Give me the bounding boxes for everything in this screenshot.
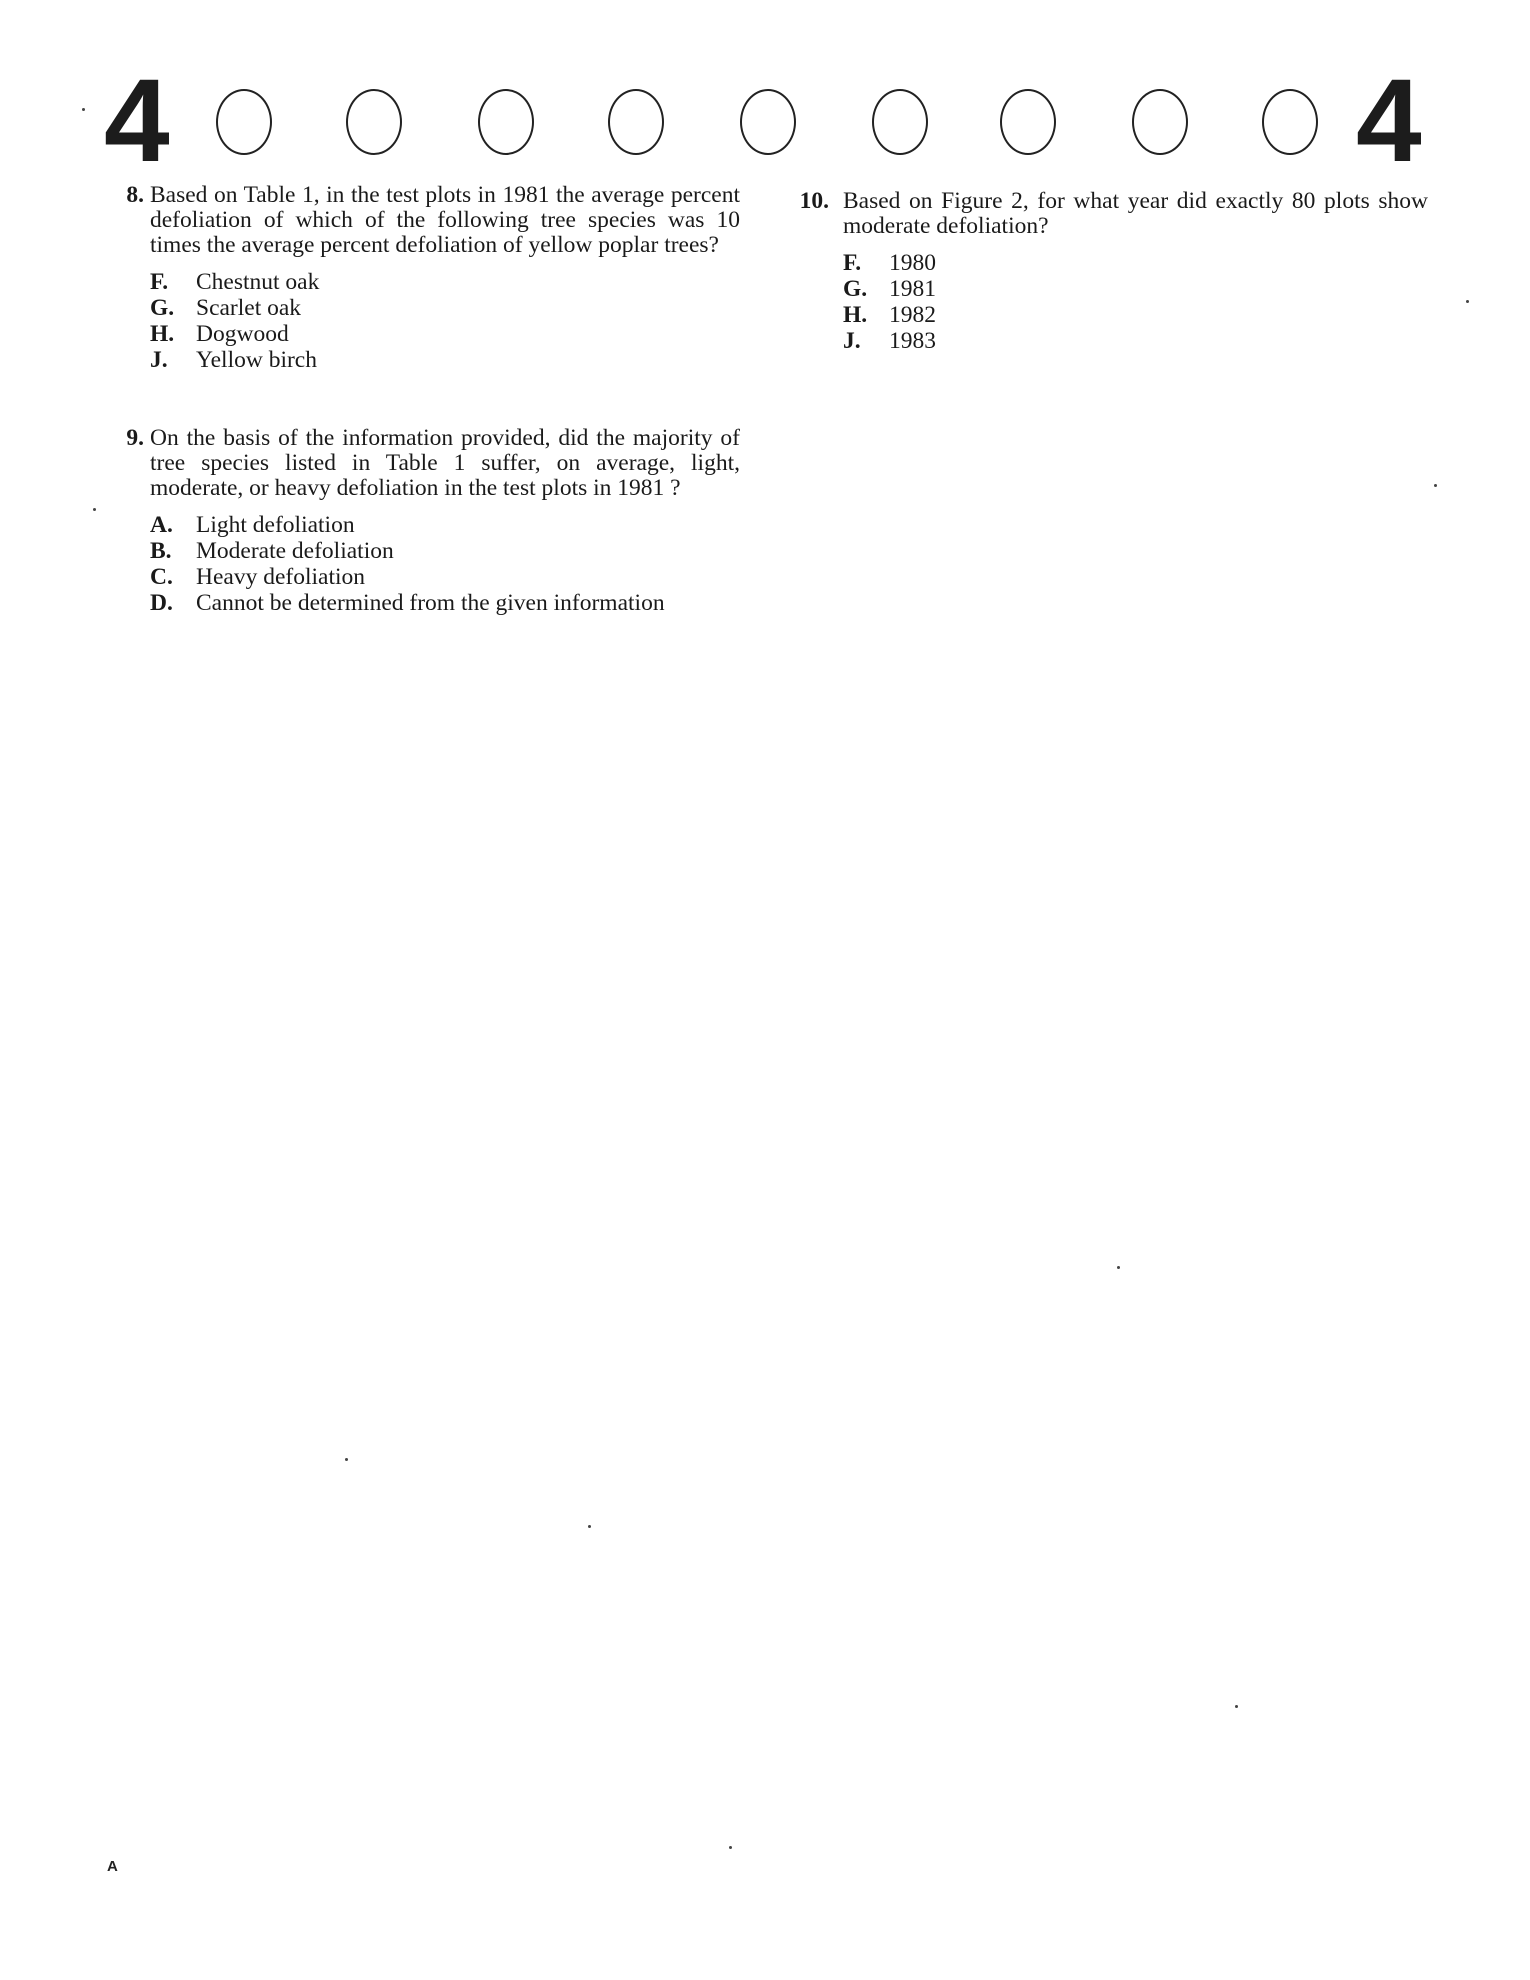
answer-choice-h[interactable] — [150, 322, 740, 348]
scan-speck — [82, 108, 85, 111]
answer-choice-b[interactable] — [150, 539, 740, 565]
header-circle — [872, 89, 928, 155]
scan-speck — [93, 508, 96, 511]
choice-text: 1982 — [889, 302, 936, 328]
choice-letter: J. — [843, 328, 861, 354]
answer-choice-f[interactable] — [150, 270, 740, 296]
answer-choice-j[interactable] — [150, 348, 740, 374]
question-stem: Based on Table 1, in the test plots in 1981 the average percent defoliation of which of the following tree species was 10 times the average percent defoliation of yellow poplar trees? — [150, 182, 740, 258]
question-10 — [799, 188, 1428, 355]
answer-choice-c[interactable] — [150, 565, 740, 591]
scan-speck — [1466, 300, 1469, 303]
choice-letter: G. — [150, 295, 175, 321]
choice-letter: B. — [150, 538, 172, 564]
answer-choice-d[interactable] — [150, 591, 740, 617]
choice-text: Chestnut oak — [196, 269, 320, 295]
choice-text: Cannot be determined from the given information — [196, 590, 665, 616]
choice-letter: A. — [150, 512, 173, 538]
choice-letter: G. — [843, 276, 868, 302]
section-number-right: 4 — [1356, 55, 1422, 187]
choice-text: Yellow birch — [196, 347, 317, 373]
choice-text: 1980 — [889, 250, 936, 276]
question-number: 9. — [126, 425, 144, 451]
page-code: A — [107, 1858, 118, 1875]
header-circle — [216, 89, 272, 155]
choice-text: Scarlet oak — [196, 295, 302, 321]
question-stem: On the basis of the information provided, did the majority of tree species listed in Table 1 suffer, on average, light, moderate, or heavy defoliation in the test plots in 1981 ? — [150, 425, 740, 501]
answer-choice-f[interactable] — [843, 251, 1428, 277]
scan-speck — [729, 1846, 732, 1849]
choice-letter: J. — [150, 347, 168, 373]
answer-choice-j[interactable] — [843, 329, 1428, 355]
choice-text: Light defoliation — [196, 512, 355, 538]
choice-text: Heavy defoliation — [196, 564, 366, 590]
header-circle — [346, 89, 402, 155]
choice-letter: F. — [843, 250, 862, 276]
choice-letter: H. — [843, 302, 868, 328]
header-circle — [1000, 89, 1056, 155]
section-header — [0, 0, 1530, 190]
question-number: 8. — [126, 182, 144, 208]
scan-speck — [1235, 1705, 1238, 1708]
choice-text: 1983 — [889, 328, 936, 354]
choice-text: Moderate defoliation — [196, 538, 394, 564]
answer-choices — [150, 513, 740, 617]
header-circle — [740, 89, 796, 155]
answer-choices — [150, 270, 740, 374]
question-stem: Based on Figure 2, for what year did exactly 80 plots show moderate defoliation? — [843, 188, 1428, 239]
choice-letter: F. — [150, 269, 169, 295]
choice-letter: D. — [150, 590, 173, 616]
choice-letter: H. — [150, 321, 175, 347]
header-circle — [1132, 89, 1188, 155]
question-9 — [126, 425, 740, 617]
answer-choices — [843, 251, 1428, 355]
choice-letter: C. — [150, 564, 173, 590]
section-number-left: 4 — [104, 55, 170, 187]
choice-text: 1981 — [889, 276, 936, 302]
header-circle — [478, 89, 534, 155]
scan-speck — [588, 1525, 591, 1528]
answer-choice-h[interactable] — [843, 303, 1428, 329]
question-8 — [126, 182, 740, 374]
answer-choice-a[interactable] — [150, 513, 740, 539]
choice-text: Dogwood — [196, 321, 289, 347]
scan-speck — [1117, 1266, 1120, 1269]
answer-choice-g[interactable] — [150, 296, 740, 322]
header-circle — [608, 89, 664, 155]
question-number: 10. — [799, 188, 829, 214]
header-circle — [1262, 89, 1318, 155]
scan-speck — [345, 1458, 348, 1461]
scan-speck — [1434, 484, 1437, 487]
answer-choice-g[interactable] — [843, 277, 1428, 303]
